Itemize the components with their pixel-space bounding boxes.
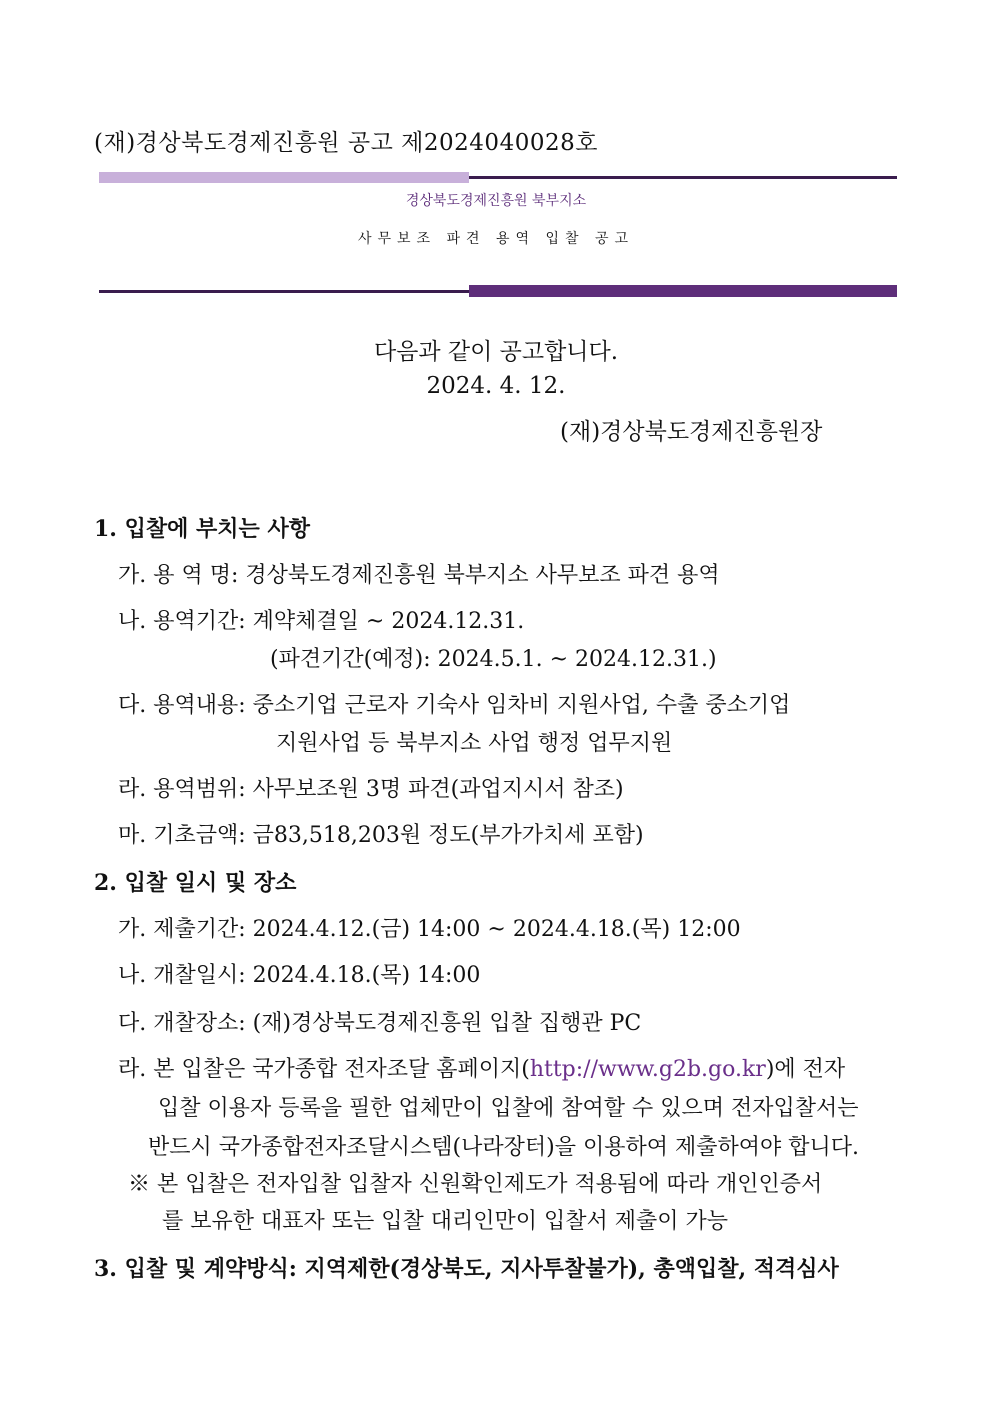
section1-item-c-cont: 지원사업 등 북부지소 사업 행정 업무지원	[276, 731, 673, 756]
section2-item-b: 나. 개찰일시: 2024.4.18.(목) 14:00	[118, 963, 481, 988]
section2-heading: 2. 입찰 일시 및 장소	[94, 870, 297, 896]
issuer: (재)경상북도경제진흥원장	[560, 419, 823, 445]
subtitle: 경상북도경제진흥원 북부지소	[405, 193, 587, 209]
header-bar-top-line	[469, 176, 897, 179]
section2-note-cont: 를 보유한 대표자 또는 입찰 대리인만이 입찰서 제출이 가능	[162, 1209, 728, 1234]
section1-item-b-detail: (파견기간(예정): 2024.5.1. ~ 2024.12.31.)	[270, 647, 717, 672]
intro-text: 다음과 같이 공고합니다.	[373, 339, 619, 365]
section3-heading: 3. 입찰 및 계약방식: 지역제한(경상북도, 지사투찰불가), 총액입찰, 적격심사	[94, 1256, 839, 1282]
section2-note: ※ 본 입찰은 전자입찰 입찰자 신원확인제도가 적용됨에 따라 개인인증서	[128, 1172, 823, 1197]
notice-date: 2024. 4. 12.	[426, 373, 566, 399]
header-bar-bottom-line	[99, 290, 469, 293]
section2-item-d-cont1: 입찰 이용자 등록을 필한 업체만이 입찰에 참여할 수 있으며 전자입찰서는	[158, 1096, 859, 1121]
section1-item-b: 나. 용역기간: 계약체결일 ~ 2024.12.31.	[118, 609, 525, 634]
section2-item-d-suffix: )에 전자	[765, 1057, 846, 1082]
section1-item-e: 마. 기초금액: 금83,518,203원 정도(부가가치세 포함)	[118, 823, 644, 848]
header-bar-bottom-dark	[469, 285, 897, 297]
section2-item-d-prefix: 라. 본 입찰은 국가종합 전자조달 홈페이지(	[118, 1057, 530, 1082]
section2-item-d-cont2: 반드시 국가종합전자조달시스템(나라장터)을 이용하여 제출하여야 합니다.	[148, 1135, 859, 1160]
page-title: 사무보조 파견 용역 입찰 공고	[357, 231, 635, 247]
section2-item-c: 다. 개찰장소: (재)경상북도경제진흥원 입찰 집행관 PC	[118, 1011, 642, 1036]
header-bar-top-light	[99, 172, 469, 183]
notice-number: (재)경상북도경제진흥원 공고 제2024040028호	[94, 130, 598, 156]
section1-heading: 1. 입찰에 부치는 사항	[94, 516, 310, 542]
section2-item-a: 가. 제출기간: 2024.4.12.(금) 14:00 ~ 2024.4.18.(목) 12:00	[118, 917, 741, 942]
section1-item-a: 가. 용 역 명: 경상북도경제진흥원 북부지소 사무보조 파견 용역	[118, 563, 720, 588]
section1-item-c: 다. 용역내용: 중소기업 근로자 기숙사 임차비 지원사업, 수출 중소기업	[118, 693, 791, 718]
g2b-link[interactable]: http://www.g2b.go.kr	[529, 1057, 766, 1082]
section2-item-d	[118, 1052, 845, 1083]
section1-item-d: 라. 용역범위: 사무보조원 3명 파견(과업지시서 참조)	[118, 777, 624, 802]
